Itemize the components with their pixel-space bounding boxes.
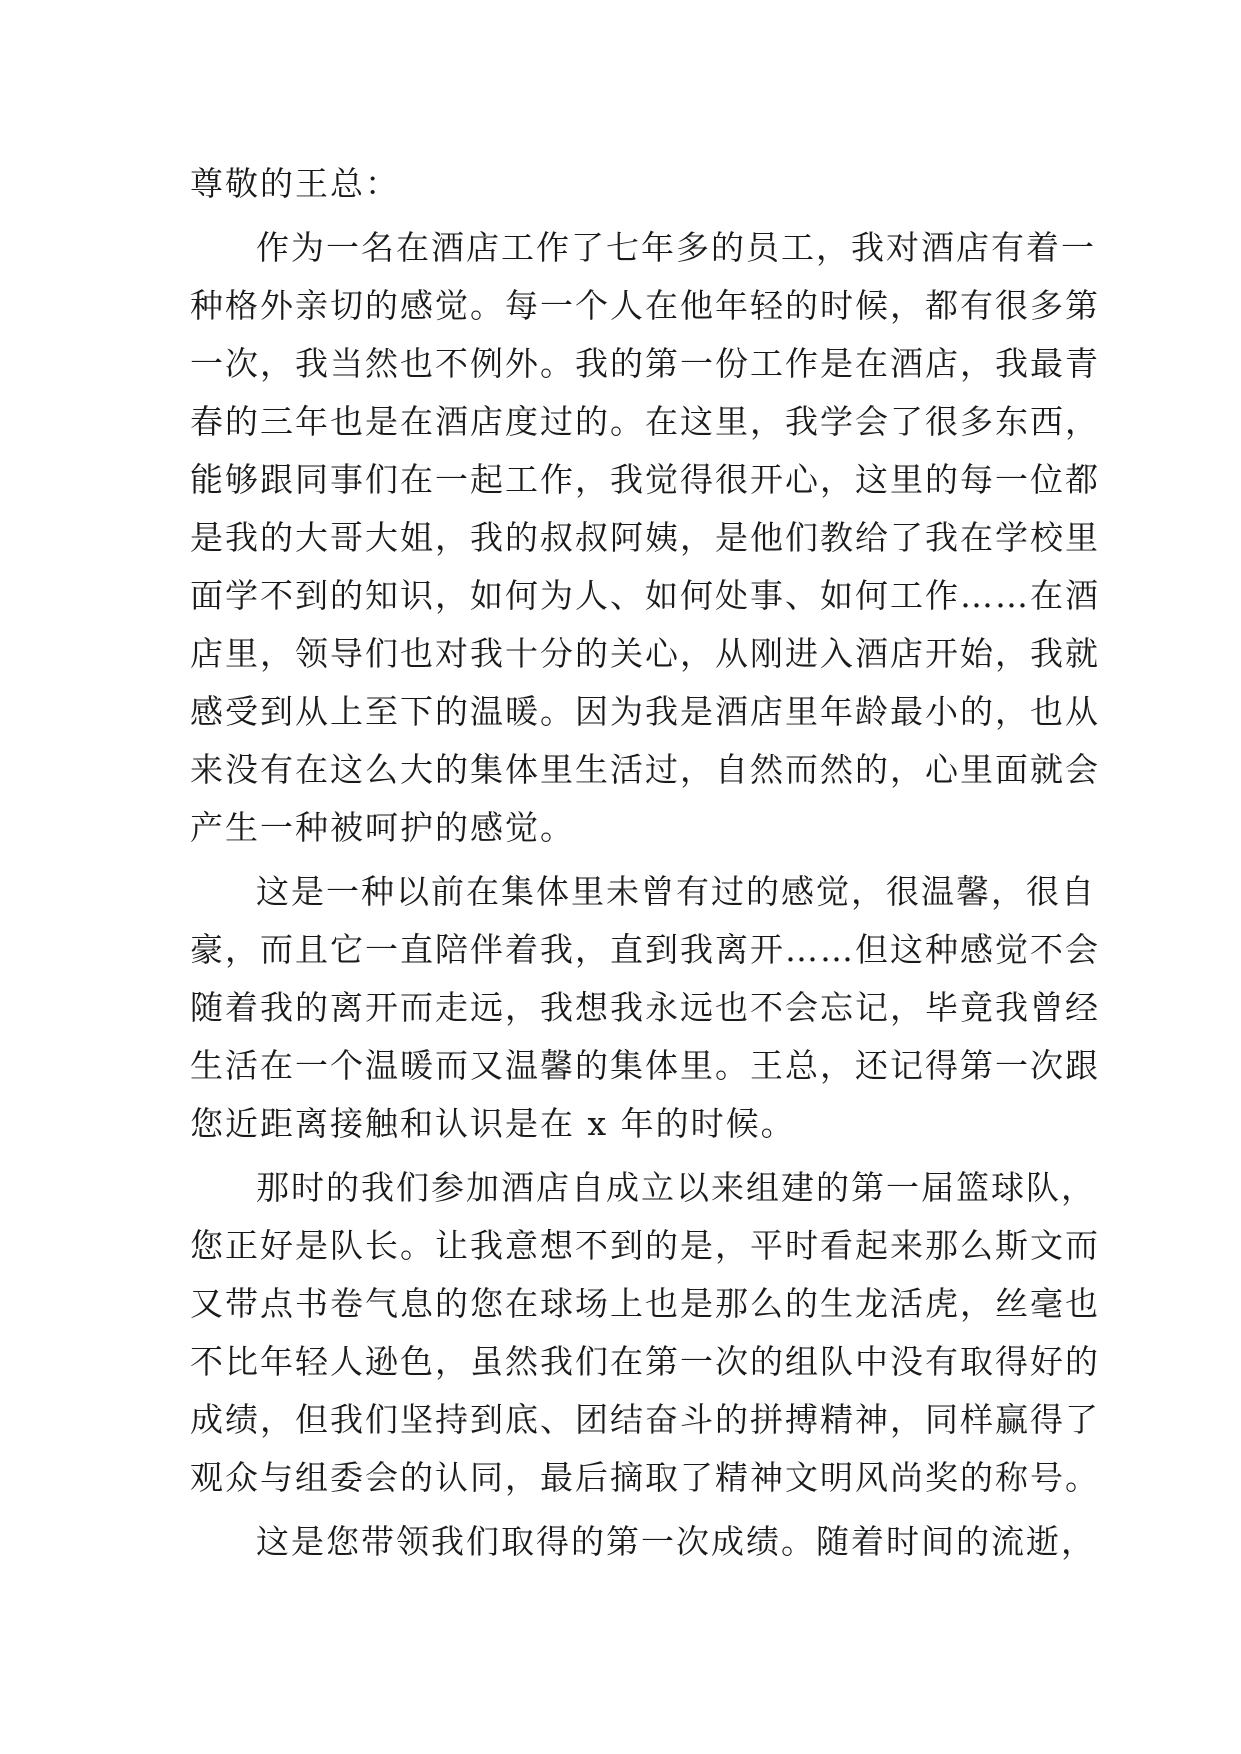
text-line: 产生一种被呵护的感觉。	[190, 808, 575, 847]
text-line: 感受到从上至下的温暖。因为我是酒店里年龄最小的，也从	[190, 692, 1100, 731]
text-line: 作为一名在酒店工作了七年多的员工，我对酒店有着一	[256, 228, 1096, 267]
text-line: 您正好是队长。让我意想不到的是，平时看起来那么斯文而	[190, 1226, 1100, 1265]
text-line: 能够跟同事们在一起工作，我觉得很开心，这里的每一位都	[190, 460, 1100, 499]
text-line: 生活在一个温暖而又温馨的集体里。王总，还记得第一次跟	[190, 1046, 1100, 1085]
text-line: 观众与组委会的认同，最后摘取了精神文明风尚奖的称号。	[190, 1458, 1100, 1497]
text-line: 店里，领导们也对我十分的关心，从刚进入酒店开始，我就	[190, 634, 1100, 673]
text-line: 豪，而且它一直陪伴着我，直到我离开……但这种感觉不会	[190, 930, 1100, 969]
text-line: 那时的我们参加酒店自成立以来组建的第一届篮球队，	[256, 1168, 1096, 1207]
paragraph-2	[190, 863, 1100, 1153]
paragraph-3	[190, 1159, 1100, 1507]
paragraph-1	[190, 219, 1100, 857]
salutation: 尊敬的王总：	[190, 164, 400, 203]
text-line: 种格外亲切的感觉。每一个人在他年轻的时候，都有很多第	[190, 286, 1100, 325]
text-line: 又带点书卷气息的您在球场上也是那么的生龙活虎，丝毫也	[190, 1284, 1100, 1323]
text-line: 随着我的离开而走远，我想我永远也不会忘记，毕竟我曾经	[190, 988, 1100, 1027]
text-line: 来没有在这么大的集体里生活过，自然而然的，心里面就会	[190, 750, 1100, 789]
text-line: 这是您带领我们取得的第一次成绩。随着时间的流逝，	[256, 1522, 1096, 1561]
text-line: 一次，我当然也不例外。我的第一份工作是在酒店，我最青	[190, 344, 1100, 383]
paragraph-4	[190, 1513, 1096, 1571]
text-line: 面学不到的知识，如何为人、如何处事、如何工作……在酒	[190, 576, 1100, 615]
text-line: 春的三年也是在酒店度过的。在这里，我学会了很多东西，	[190, 402, 1100, 441]
text-line: 这是一种以前在集体里未曾有过的感觉，很温馨，很自	[256, 872, 1096, 911]
text-line: 成绩，但我们坚持到底、团结奋斗的拼搏精神，同样赢得了	[190, 1400, 1100, 1439]
text-line: 您近距离接触和认识是在 x 年的时候。	[190, 1104, 796, 1143]
text-line: 是我的大哥大姐，我的叔叔阿姨，是他们教给了我在学校里	[190, 518, 1100, 557]
text-line: 不比年轻人逊色，虽然我们在第一次的组队中没有取得好的	[190, 1342, 1100, 1381]
letter-body	[190, 155, 1100, 1577]
